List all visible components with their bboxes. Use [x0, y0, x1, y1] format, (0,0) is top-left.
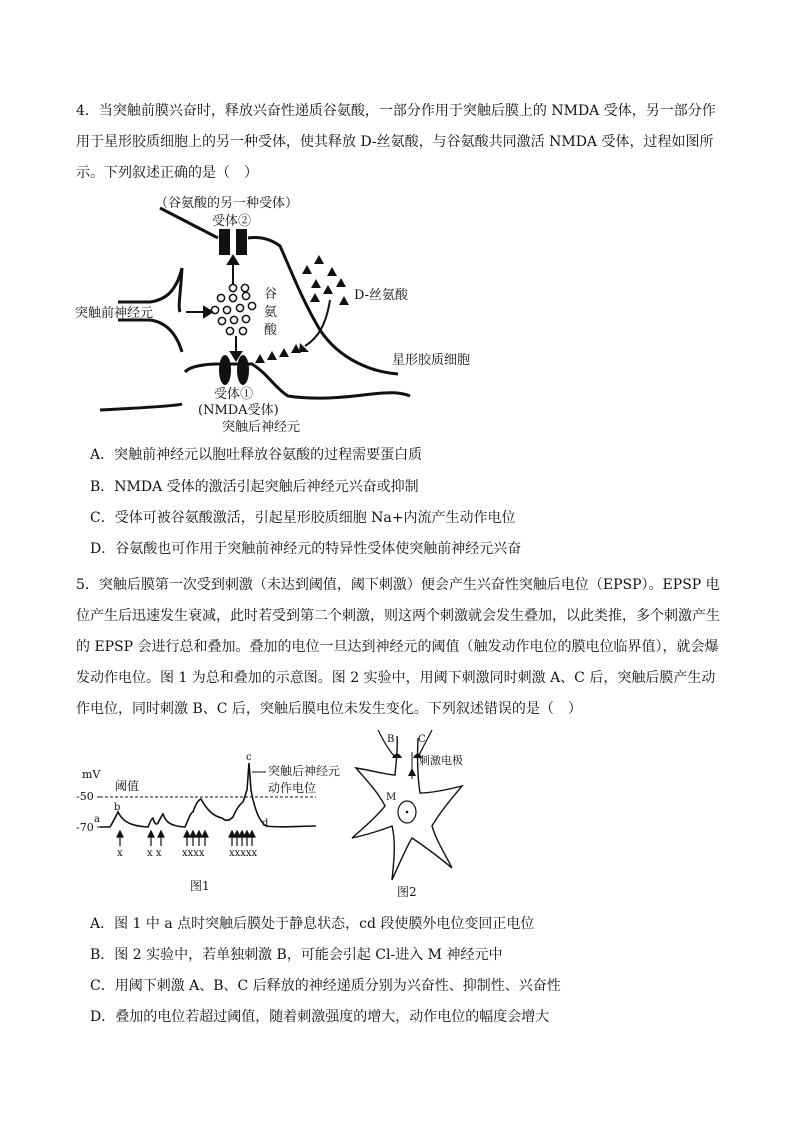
- q5-option-b: B．图 2 实验中，若单独刺激 B，可能会引起 Cl-进入 M 神经元中: [90, 947, 503, 963]
- fig2-caption: 图2: [397, 885, 417, 899]
- q5-option-c: C．用阈下刺激 A、B、C 后释放的神经递质分别为兴奋性、抑制性、兴奋性: [90, 978, 561, 994]
- fig1-stim-1: x: [117, 848, 123, 859]
- d-serine-label: D-丝氨酸: [354, 288, 409, 303]
- fig1-unit: mV: [82, 768, 101, 781]
- fig1-threshold-label: 阈值: [115, 779, 140, 793]
- fig1-point-a: a: [94, 814, 100, 825]
- fig1-stim-4: xxxxx: [229, 848, 258, 859]
- postsynaptic-label: 突触后神经元: [222, 420, 301, 435]
- nmda-label: (NMDA受体): [198, 403, 279, 418]
- fig2-neuron: [352, 730, 463, 899]
- glutamate-char-3: 酸: [264, 323, 278, 338]
- fig1-annotation-1: 突触后神经元: [268, 764, 341, 778]
- fig1-point-b: b: [114, 802, 121, 813]
- glutamate-char-2: 氨: [264, 305, 278, 320]
- fig1-stim-3: xxxx: [182, 848, 205, 859]
- presynaptic-label: 突触前神经元: [75, 306, 154, 321]
- fig2-label-m: M: [386, 792, 397, 803]
- fig2-label-c: C: [418, 734, 426, 745]
- q4-option-b: B．NMDA 受体的激活引起突触后神经元兴奋或抑制: [90, 479, 419, 495]
- fig1-stimulus-arrows: [117, 831, 255, 846]
- fig1-caption: 图1: [190, 879, 210, 893]
- q5-option-a: A．图 1 中 a 点时突触后膜处于静息状态，cd 段使膜外电位变回正电位: [90, 916, 535, 932]
- fig1-stim-2: x x: [147, 848, 162, 859]
- fig1-chart: [76, 752, 340, 893]
- fig2-label-b: B: [387, 734, 395, 745]
- receptor1-label: 受体①: [214, 387, 254, 402]
- fig1-tick-50: -50: [76, 790, 94, 803]
- fig2-electrode-label: 刺激电极: [419, 754, 463, 767]
- q4-option-d: D．谷氨酸也可作用于突触前神经元的特异性受体使突触前神经元兴奋: [90, 541, 522, 557]
- glutamate-char-1: 谷: [264, 287, 278, 302]
- q5-option-d: D．叠加的电位若超过阈值，随着刺激强度的增大，动作电位的幅度会增大: [90, 1009, 550, 1025]
- receptor2-label: 受体②: [212, 214, 252, 229]
- fig1-point-d: d: [262, 818, 269, 829]
- q4-option-a: A．突触前神经元以胞吐释放谷氨酸的过程需要蛋白质: [90, 447, 423, 463]
- astrocyte-label: 星形胶质细胞: [392, 353, 471, 368]
- receptor2-note-label: （谷氨酸的另一种受体）: [155, 196, 299, 211]
- q4-stem: 4．当突触前膜兴奋时，释放兴奋性递质谷氨酸，一部分作用于突触后膜上的 NMDA 受体，另一部分作用于星形胶质细胞上的另一种受体，使其释放 D-丝氨酸，与谷氨酸共同激活 NMDA 受体，过程如图所示。下列叙述正确的是（ ）: [76, 103, 716, 181]
- fig1-annotation-2: 动作电位: [268, 781, 317, 795]
- q4-option-c: C．受体可被谷氨酸激活，引起星形胶质细胞 Na+内流产生动作电位: [90, 510, 516, 526]
- fig1-point-c: c: [246, 752, 252, 763]
- q5-stem: 5．突触后膜第一次受到刺激（未达到阈值，阈下刺激）便会产生兴奋性突触后电位（EPSP）。EPSP 电位产生后迅速发生衰减，此时若受到第二个刺激，则这两个刺激就会发生叠加，以此类推，多个刺激产生的 EPSP 会进行总和叠加。叠加的电位一旦达到神经元的阈值（触发动作电位的膜电位临界值），就会爆发动作电位。图 1 为总和叠加的示意图。图 2 实验中，用阈下刺激同时刺激 A、C 后，突触后膜产生动作电位，同时刺激 B、C 后，突触后膜电位未发生变化。下列叙述错误的是（ ）: [76, 577, 720, 717]
- fig1-tick-70: -70: [76, 821, 94, 834]
